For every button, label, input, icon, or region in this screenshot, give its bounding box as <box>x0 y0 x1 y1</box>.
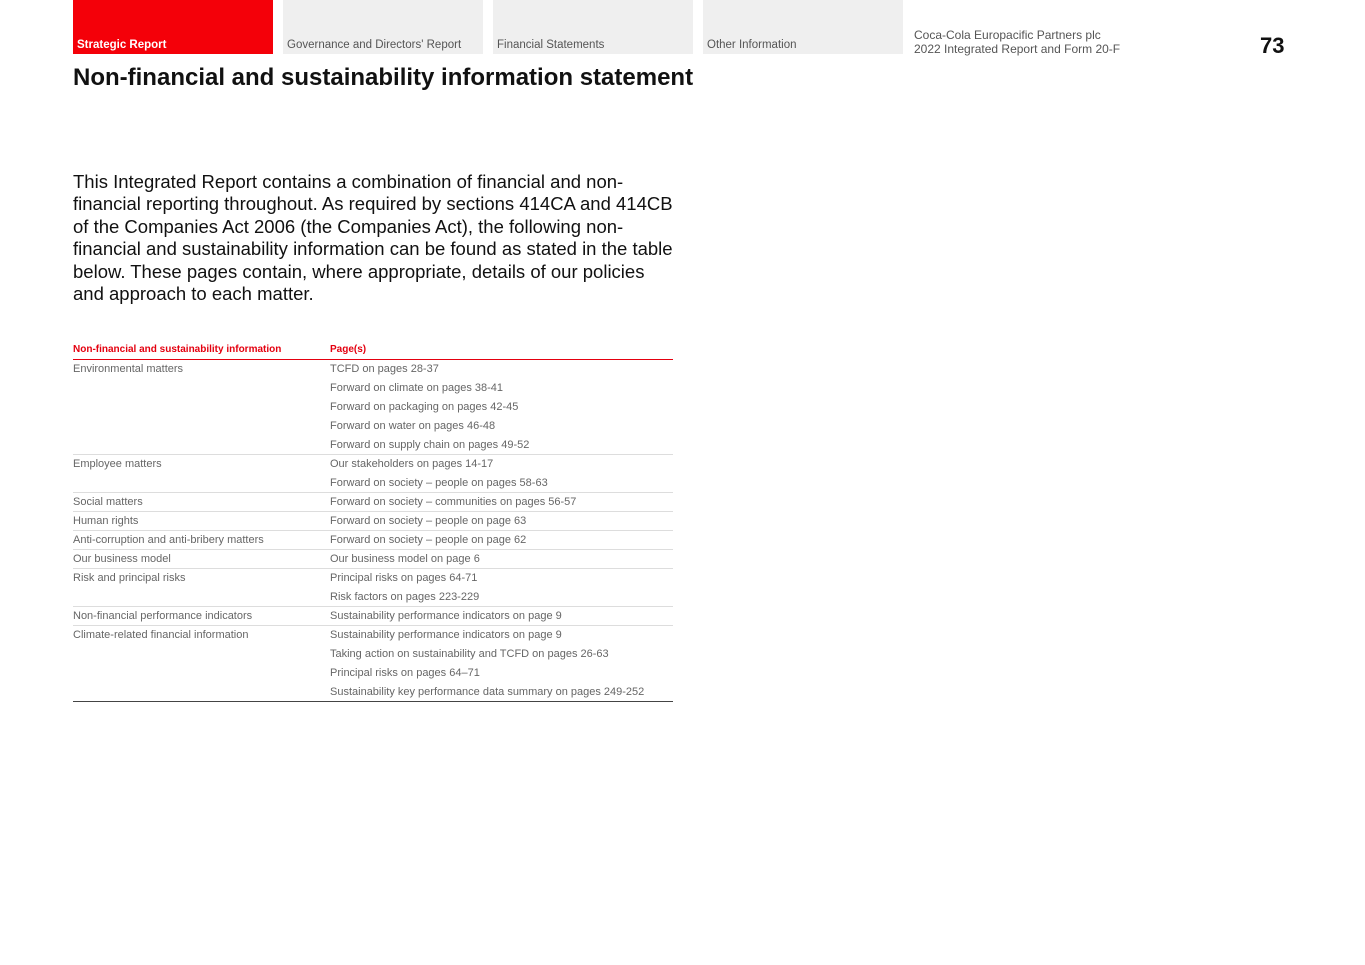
information-table <box>73 342 673 702</box>
tab-label: Financial Statements <box>497 39 605 51</box>
page-reference: Principal risks on pages 64–71 <box>330 667 480 679</box>
tab-strategic-report[interactable] <box>73 0 273 54</box>
report-info <box>914 28 1120 56</box>
table-row <box>73 493 673 512</box>
matter-cell: Human rights <box>73 515 139 527</box>
matter-cell: Climate-related financial information <box>73 629 249 641</box>
matter-cell: Non-financial performance indicators <box>73 610 253 622</box>
pages-cell <box>330 531 673 550</box>
page-reference: Sustainability performance indicators on page 9 <box>330 610 562 622</box>
page-reference: Taking action on sustainability and TCFD on pages 26-63 <box>330 648 609 660</box>
matter-cell: Environmental matters <box>73 363 184 375</box>
pages-cell <box>330 455 673 493</box>
pages-cell <box>330 493 673 512</box>
section-nav <box>73 0 903 54</box>
tab-governance-and-directors-report[interactable] <box>283 0 483 54</box>
intro-paragraph: This Integrated Report contains a combination of financial and non-financial reporting throughout. As required by sections 414CA and 414CB of the Companies Act 2006 (the Companies Act), the following non-financial and sustainability information can be found as stated in the table below. These pages contain, where appropriate, details of our policies and approach to each matter. <box>73 171 673 305</box>
page-reference: Forward on packaging on pages 42-45 <box>330 401 519 413</box>
table-row <box>73 607 673 626</box>
page-reference: Sustainability key performance data summary on pages 249-252 <box>330 686 645 698</box>
table-body <box>73 360 673 702</box>
table-row <box>73 360 673 455</box>
page-reference: Our stakeholders on pages 14-17 <box>330 458 494 470</box>
table-row <box>73 569 673 607</box>
page-reference: Sustainability performance indicators on page 9 <box>330 629 562 641</box>
table-row <box>73 626 673 702</box>
tab-financial-statements[interactable] <box>493 0 693 54</box>
company-name: Coca-Cola Europacific Partners plc <box>914 28 1101 42</box>
pages-cell <box>330 550 673 569</box>
pages-cell <box>330 607 673 626</box>
page-reference: Forward on supply chain on pages 49-52 <box>330 439 530 451</box>
column-header-pages: Page(s) <box>330 342 673 360</box>
tab-label: Strategic Report <box>77 39 167 51</box>
table-row <box>73 512 673 531</box>
page-reference: Risk factors on pages 223-229 <box>330 591 480 603</box>
pages-cell <box>330 626 673 702</box>
matter-cell: Anti-corruption and anti-bribery matters <box>73 534 264 546</box>
matter-cell: Our business model <box>73 553 171 565</box>
page-reference: Forward on climate on pages 38-41 <box>330 382 504 394</box>
page-reference: Our business model on page 6 <box>330 553 480 565</box>
page-reference: Forward on society – communities on pages 56-57 <box>330 496 577 508</box>
table-row <box>73 550 673 569</box>
matter-cell: Social matters <box>73 496 143 508</box>
page-reference: TCFD on pages 28-37 <box>330 363 439 375</box>
tab-label: Governance and Directors' Report <box>287 39 462 51</box>
page-reference: Forward on water on pages 46-48 <box>330 420 496 432</box>
page-number: 73 <box>1260 33 1285 58</box>
page-title: Non-financial and sustainability information statement <box>73 64 694 91</box>
page-reference: Forward on society – people on page 62 <box>330 534 527 546</box>
pages-cell <box>330 360 673 455</box>
pages-cell <box>330 569 673 607</box>
matter-cell: Risk and principal risks <box>73 572 186 584</box>
tab-label: Other Information <box>707 39 797 51</box>
table-row <box>73 531 673 550</box>
table-row <box>73 455 673 493</box>
page-reference: Principal risks on pages 64-71 <box>330 572 478 584</box>
report-title: 2022 Integrated Report and Form 20-F <box>914 42 1121 56</box>
table-header-row <box>73 342 673 360</box>
page-reference: Forward on society – people on page 63 <box>330 515 527 527</box>
page-reference: Forward on society – people on pages 58-63 <box>330 477 548 489</box>
column-header-information: Non-financial and sustainability information <box>73 342 330 360</box>
pages-cell <box>330 512 673 531</box>
tab-other-information[interactable] <box>703 0 903 54</box>
matter-cell: Employee matters <box>73 458 162 470</box>
